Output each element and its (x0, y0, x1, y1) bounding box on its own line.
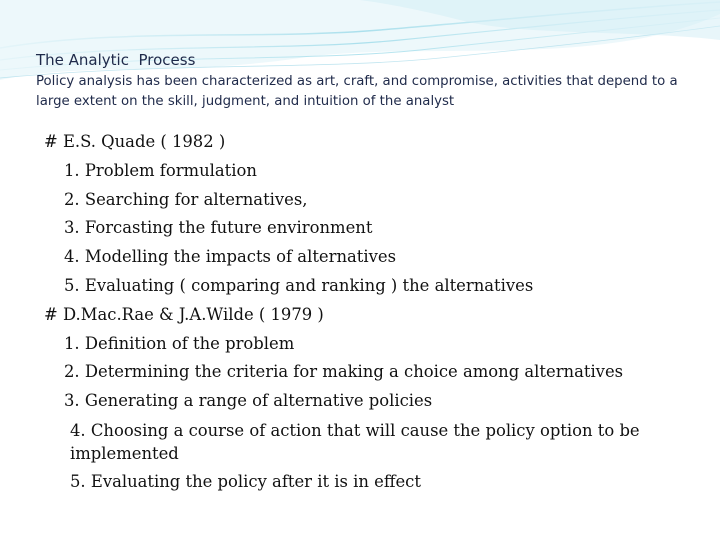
list-item: 2. Determining the criteria for making a choice among alternatives (64, 362, 624, 382)
list-item: 4. Modelling the impacts of alternatives (64, 247, 396, 267)
list-item: 3. Forcasting the future environment (64, 218, 373, 238)
slide-subtitle: Policy analysis has been characterized as art, craft, and compromise, activities that depend to a large extent on the skill, judgment, and intuition of the analyst (36, 74, 678, 109)
list-item: 4. Choosing a course of action that will cause the policy option to be implemented (70, 420, 640, 464)
list-item: 1. Definition of the problem (64, 333, 295, 353)
slide-header (36, 50, 696, 112)
slide-body (44, 128, 694, 497)
list-item: 1. Problem formulation (64, 160, 257, 180)
slide-title: The Analytic Process (36, 51, 196, 69)
list-item: 3. Generating a range of alternative policies (64, 391, 433, 411)
section-heading-macrae-wilde: # D.Mac.Rae & J.A.Wilde ( 1979 ) (44, 304, 324, 324)
list-item: 5. Evaluating ( comparing and ranking ) the alternatives (64, 275, 534, 295)
list-item: 2. Searching for alternatives, (64, 189, 308, 209)
section-heading-quade: # E.S. Quade ( 1982 ) (44, 132, 226, 151)
list-item: 5. Evaluating the policy after it is in effect (70, 471, 421, 491)
